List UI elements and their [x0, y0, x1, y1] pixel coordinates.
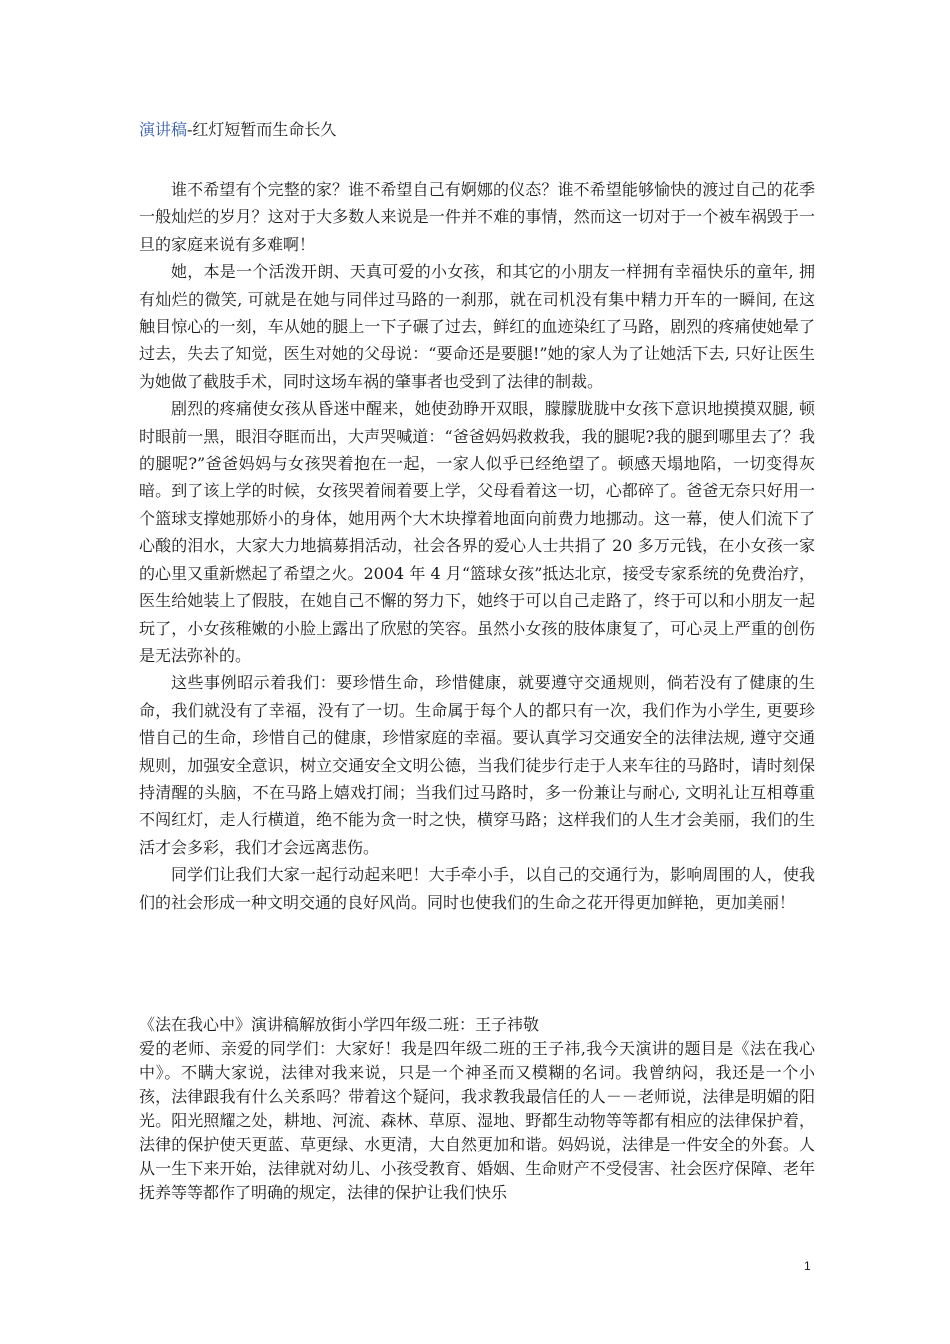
title-link[interactable]: 演讲稿	[139, 120, 188, 139]
paragraph-4: 这些事例昭示着我们：要珍惜生命，珍惜健康，就要遵守交通规则，倘若没有了健康的生命，我们就没有了幸福，没有了一切。生命属于每个人的都只有一次，我们作为小学生, 更要珍惜自己的生命，珍惜自己的健康，珍惜家庭的幸福。要认真学习交通安全的法律法规, 遵守交通规则，加强安全意识，树立交通安全文明公德，当我们徒步行走于人来车往的马路时，请时刻保持清醒的头脑，不在马路上嬉戏打闹；当我们过马路时，多一份兼让与耐心, 文明礼让互相尊重不闯红灯，走人行横道，绝不能为贪一时之快，横穿马路；这样我们的人生才会美丽，我们的生活才会多彩，我们才会远离悲伤。	[139, 673, 815, 857]
document-title	[139, 118, 336, 142]
page-number: 1	[804, 1259, 811, 1273]
second-speech-title: 《法在我心中》演讲稿解放街小学四年级二班：王子祎敬	[139, 1015, 540, 1034]
second-speech	[139, 1013, 815, 1205]
paragraph-5: 同学们让我们大家一起行动起来吧！大手牵小手，以自己的交通行为，影响周围的人，使我们的社会形成一种文明交通的良好风尚。同时也使我们的生命之花开得更加鲜艳，更加美丽！	[139, 865, 815, 912]
second-speech-body: 爱的老师、亲爱的同学们：大家好！我是四年级二班的王子祎,我今天演讲的题目是《法在我心中》。不瞒大家说，法律对我来说，只是一个神圣而又模糊的名词。我曾纳闷，我还是一个小孩，法律跟我有什么关系吗？带着这个疑问，我求教我最信任的人－－老师说，法律是明媚的阳光。阳光照耀之处，耕地、河流、森林、草原、湿地、野都生动物等等都有相应的法律保护着，法律的保护使天更蓝、草更绿、水更清，大自然更加和谐。妈妈说，法律是一件安全的外套。人从一生下来开始，法律就对幼儿、小孩受教育、婚姻、生命财产不受侵害、社会医疗保障、老年抚养等等都作了明确的规定，法律的保护让我们快乐	[139, 1039, 815, 1202]
speech-body	[139, 176, 815, 916]
paragraph-2: 她，本是一个活泼开朗、天真可爱的小女孩，和其它的小朋友一样拥有幸福快乐的童年, 拥有灿烂的微笑, 可就是在她与同伴过马路的一刹那，就在司机没有集中精力开车的一瞬间, 在这触目惊心的一刻，车从她的腿上一下子碾了过去，鲜红的血迹染红了马路，剧烈的疼痛使她晕了过去，失去了知觉，医生对她的父母说：“要命还是要腿!”她的家人为了让她活下去, 只好让医生为她做了截肢手术，同时这场车祸的肇事者也受到了法律的制裁。	[139, 262, 815, 391]
paragraph-1: 谁不希望有个完整的家？谁不希望自己有婀娜的仪态？谁不希望能够愉快的渡过自己的花季一般灿烂的岁月？这对于大多数人来说是一件并不难的事情，然而这一切对于一个被车祸毁于一旦的家庭来说有多难啊！	[139, 180, 815, 254]
paragraph-3: 剧烈的疼痛使女孩从昏迷中醒来，她使劲睁开双眼，朦朦胧胧中女孩下意识地摸摸双腿, 顿时眼前一黑，眼泪夺眶而出，大声哭喊道：“爸爸妈妈救救我，我的腿呢?我的腿到哪里去了？我的腿呢?”爸爸妈妈与女孩哭着抱在一起，一家人似乎已经绝望了。顿感天塌地陷，一切变得灰暗。到了该上学的时候，女孩哭着闹着要上学，父母看着这一切，心都碎了。爸爸无奈只好用一个篮球支撑她那娇小的身体，她用两个大木块撑着地面向前费力地挪动。这一幕，使人们流下了心酸的泪水，大家大力地搞募捐活动，社会各界的爱心人士共捐了 20 多万元钱，在小女孩一家的心里又重新燃起了希望之火。2004 年 4 月“篮球女孩”抵达北京，接受专家系统的免费治疗，医生给她装上了假肢，在她自己不懈的努力下，她终于可以自己走路了，终于可以和小朋友一起玩了，小女孩稚嫩的小脸上露出了欣慰的笑容。虽然小女孩的肢体康复了，可心灵上严重的创伤是无法弥补的。	[139, 399, 815, 665]
title-text: -红灯短暂而生命长久	[187, 120, 337, 139]
